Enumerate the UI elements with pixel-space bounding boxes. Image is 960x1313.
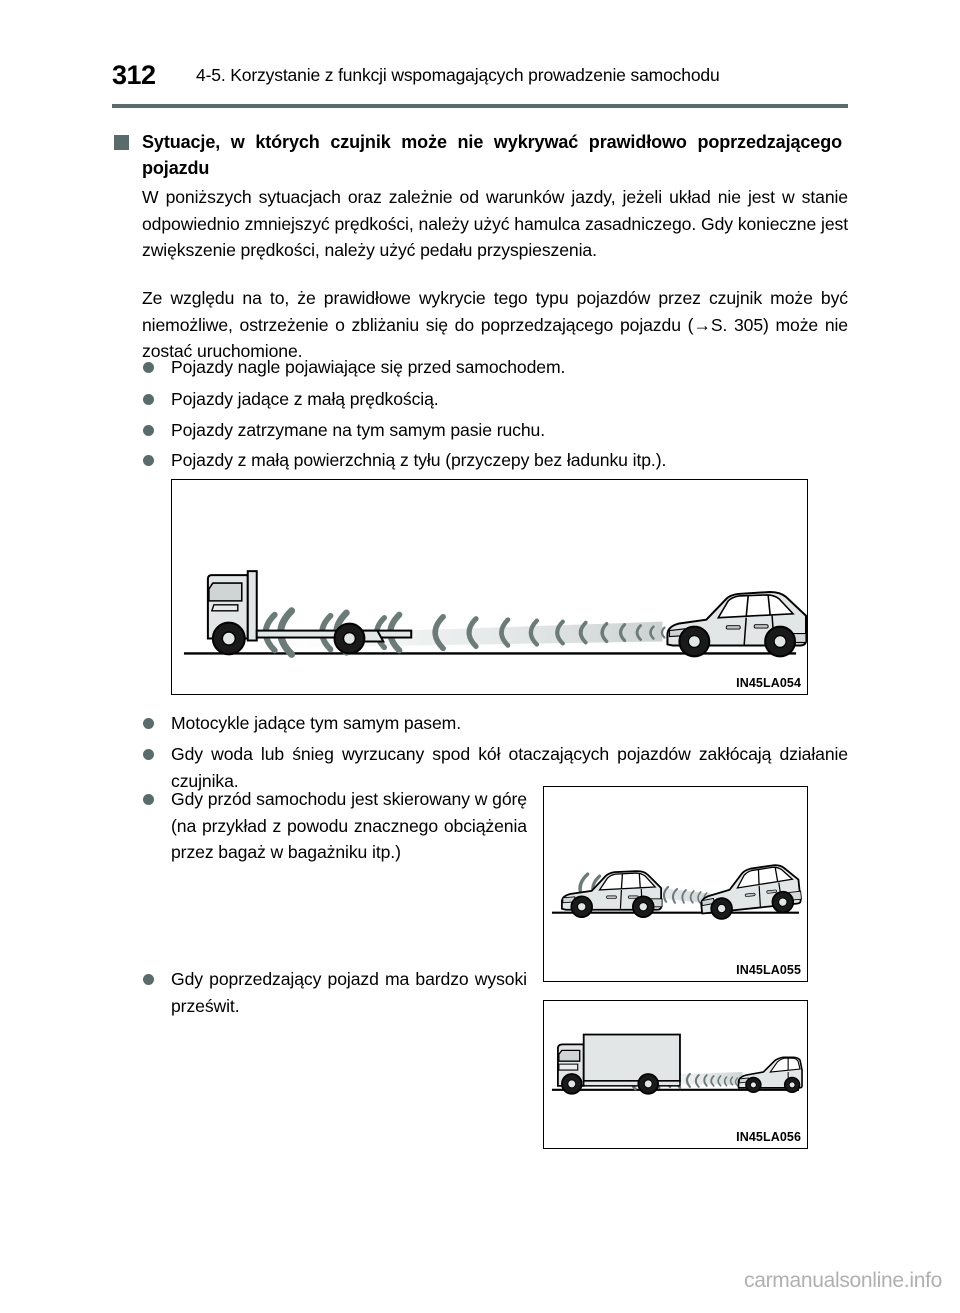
figure-flatbed-trailer [171, 479, 808, 695]
circle-bullet-icon [143, 362, 154, 373]
figure-caption: IN45LA054 [736, 676, 801, 690]
list-item-label: Motocykle jadące tym samym pasem. [171, 713, 462, 733]
section-heading-text: Sytuacje, w których czujnik może nie wykrywać prawidłowo poprzedzającego pojazdu [142, 132, 842, 178]
circle-bullet-icon [143, 749, 154, 760]
list-item [142, 710, 848, 737]
paragraph-2: Ze względu na to, że prawidłowe wykrycie tego typu pojazdów przez czujnik może być niemożliwe, ostrzeżenie o zbliżaniu się do poprzedzającego pojazdu (→S. 305) może nie zostać uruchomione. [142, 288, 848, 361]
list-item-label: Gdy przód samochodu jest skierowany w górę (na przykład z powodu znacznego obciążenia przez bagaż w bagażniku itp.) [171, 789, 527, 862]
square-bullet-icon [114, 135, 129, 150]
circle-bullet-icon [143, 455, 154, 466]
figure-caption: IN45LA056 [736, 1130, 801, 1144]
list-item [142, 354, 848, 381]
page-number: 312 [112, 60, 156, 90]
figure-nose-up-vehicle [543, 786, 808, 982]
figure-2-illustration [544, 787, 807, 981]
list-item-label: Pojazdy zatrzymane na tym samym pasie ruchu. [171, 420, 546, 440]
list-item [142, 386, 848, 413]
list-item-label: Pojazdy nagle pojawiające się przed samochodem. [171, 357, 566, 377]
figure-1-illustration [172, 480, 807, 694]
circle-bullet-icon [143, 425, 154, 436]
list-item-label: Pojazdy jadące z małą prędkością. [171, 389, 439, 409]
list-item-label: Gdy poprzedzający pojazd ma bardzo wysoki prześwit. [171, 969, 527, 1016]
list-item [142, 417, 848, 444]
site-watermark: carmanualsonline.info [744, 1269, 942, 1292]
circle-bullet-icon [143, 394, 154, 405]
list-item [142, 786, 527, 866]
figure-caption: IN45LA055 [736, 963, 801, 977]
list-item-label: Gdy woda lub śnieg wyrzucany spod kół otaczających pojazdów zakłócają działanie czujnika. [171, 744, 848, 791]
circle-bullet-icon [143, 718, 154, 729]
list-item [142, 447, 848, 474]
figure-3-illustration [544, 1001, 807, 1148]
circle-bullet-icon [143, 974, 154, 985]
list-item-label: Pojazdy z małą powierzchnią z tyłu (przyczepy bez ładunku itp.). [171, 450, 667, 470]
figure-high-clearance-truck [543, 1000, 808, 1149]
list-item [142, 966, 527, 1019]
page-header-title: 4-5. Korzystanie z funkcji wspomagających prowadzenie samochodu [196, 65, 720, 85]
paragraph-1: W poniższych sytuacjach oraz zależnie od warunków jazdy, jeżeli układ nie jest w stanie odpowiednio zmniejszyć prędkości, należy użyć hamulca zasadniczego. Gdy konieczne jest zwiększenie prędkości, należy użyć pedału przyspieszenia. [142, 187, 848, 260]
header-divider [112, 104, 848, 108]
circle-bullet-icon [143, 794, 154, 805]
page-header [0, 60, 960, 112]
section-heading [114, 129, 850, 181]
